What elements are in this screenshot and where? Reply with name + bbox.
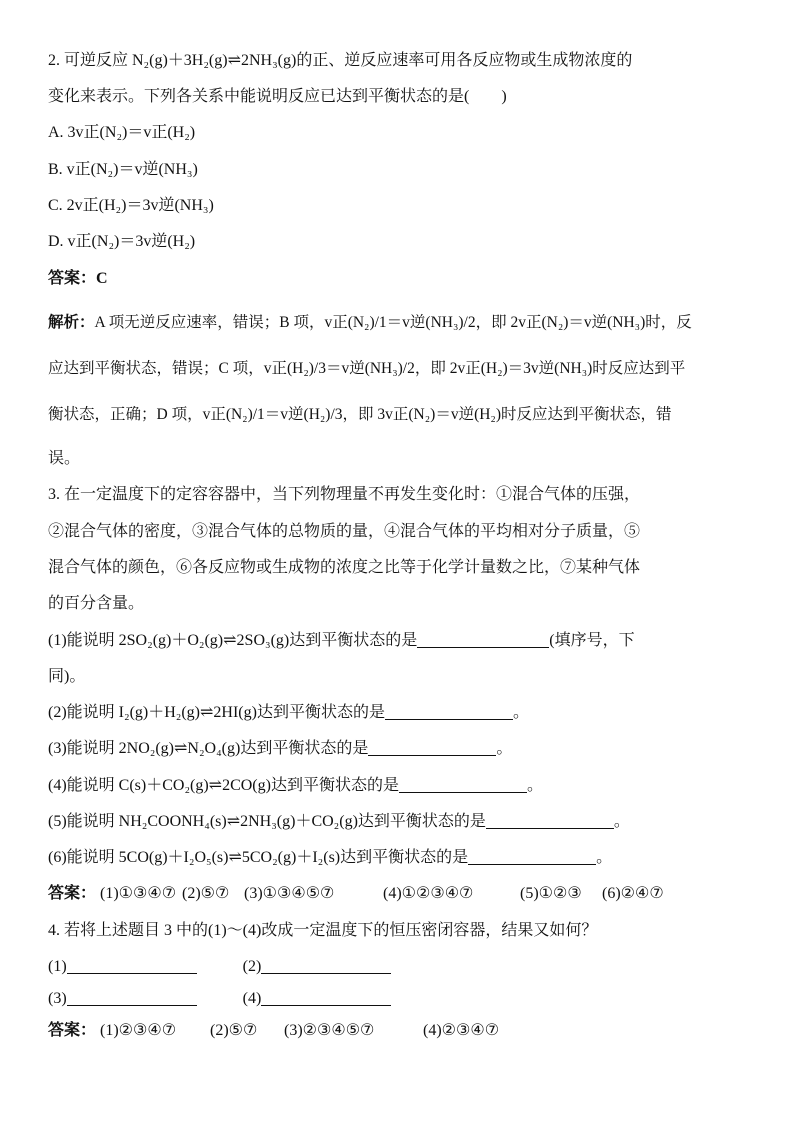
answer-blank[interactable] xyxy=(261,990,391,1006)
q3-stem-line-1: 3. 在一定温度下的定容容器中，当下列物理量不再发生变化时：①混合气体的压强， xyxy=(48,486,641,503)
q2-option-b: B. v正(N₂)＝v逆(NH₃) xyxy=(48,161,198,178)
q2-analysis-line-2: 应达到平衡状态，错误；C 项，v正(H₂)/3＝v逆(NH₃)/2，即 2v正(H₂)＝3v逆(NH₃)时反应达到平 xyxy=(48,360,686,377)
q3-stem-line-2: ②混合气体的密度，③混合气体的总物质的量，④混合气体的平均相对分子质量，⑤ xyxy=(48,523,641,540)
q3-part-6: (6)能说明 5CO(g)＋I₂O₅(s)⇌5CO₂(g)＋I₂(s)达到平衡状态的是 。 xyxy=(48,849,613,866)
answer-blank[interactable] xyxy=(368,740,496,756)
q4-stem: 4. 若将上述题目 3 中的(1)～(4)改成一定温度下的恒压密闭容器，结果又如何？ xyxy=(48,922,598,939)
q3-part-3: (3)能说明 2NO₂(g)⇌N₂O₄(g)达到平衡状态的是 。 xyxy=(48,740,513,757)
q4-blanks-row-2: (3) (4) xyxy=(48,988,391,1010)
q2-option-d: D. v正(N₂)＝3v逆(H₂) xyxy=(48,233,196,250)
q3-part-4: (4)能说明 C(s)＋CO₂(g)⇌2CO(g)达到平衡状态的是 。 xyxy=(48,777,543,794)
q3-answer: 答案： (1)①③④⑦ (2)⑤⑦ (3)①③④⑤⑦ (4)①②③④⑦ (5)①②③ (6)②④⑦ xyxy=(48,885,664,902)
q2-stem-line-1: 2. 可逆反应 N₂(g)＋3H₂(g)⇌2NH₃(g)的正、逆反应速率可用各反应物或生成物浓度的 xyxy=(48,52,633,69)
answer-blank[interactable] xyxy=(468,849,596,865)
q3-part-1: (1)能说明 2SO₂(g)＋O₂(g)⇌2SO₃(g)达到平衡状态的是 (填序号，下 xyxy=(48,632,635,649)
q2-stem-line-2: 变化来表示。下列各关系中能说明反应已达到平衡状态的是( ) xyxy=(48,88,507,105)
answer-blank[interactable] xyxy=(261,958,391,974)
answer-blank[interactable] xyxy=(67,958,197,974)
q3-stem-line-4: 的百分含量。 xyxy=(48,595,145,612)
q3-part-1-cont: 同)。 xyxy=(48,668,86,685)
q2-analysis-line-1: 解析：A 项无逆反应速率，错误；B 项，v正(N₂)/1＝v逆(NH₃)/2，即 2v正(N₂)＝v逆(NH₃)时，反 xyxy=(48,314,692,331)
q3-stem-line-3: 混合气体的颜色，⑥各反应物或生成物的浓度之比等于化学计量数之比，⑦某种气体 xyxy=(48,559,641,576)
q2-analysis-line-3: 衡状态，正确；D 项，v正(N₂)/1＝v逆(H₂)/3，即 3v正(N₂)＝v逆(H₂)时反应达到平衡状态，错 xyxy=(48,406,672,423)
q2-analysis-line-4: 误。 xyxy=(48,450,81,467)
q3-part-5: (5)能说明 NH₂COONH₄(s)⇌2NH₃(g)＋CO₂(g)达到平衡状态的是 。 xyxy=(48,813,630,830)
q2-answer: 答案：C xyxy=(48,270,108,287)
answer-blank[interactable] xyxy=(385,704,513,720)
answer-blank[interactable] xyxy=(417,632,549,648)
q3-part-2: (2)能说明 I₂(g)＋H₂(g)⇌2HI(g)达到平衡状态的是 。 xyxy=(48,704,529,721)
q2-option-c: C. 2v正(H₂)＝3v逆(NH₃) xyxy=(48,197,214,214)
answer-blank[interactable] xyxy=(399,777,527,793)
q2-option-a: A. 3v正(N₂)＝v正(H₂) xyxy=(48,124,196,141)
answer-blank[interactable] xyxy=(486,813,614,829)
q4-blanks-row-1: (1) (2) xyxy=(48,956,391,978)
q4-answer: 答案： (1)②③④⑦ (2)⑤⑦ (3)②③④⑤⑦ (4)②③④⑦ xyxy=(48,1022,500,1039)
answer-blank[interactable] xyxy=(67,990,197,1006)
